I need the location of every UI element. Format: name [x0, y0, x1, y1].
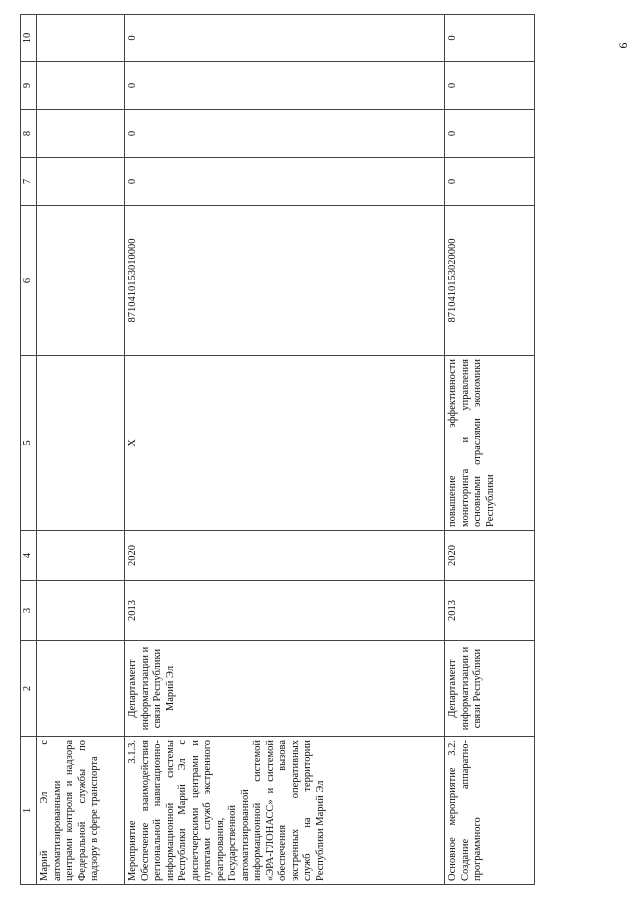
value-col-10: 0 [125, 15, 445, 62]
measure-name: Основное мероприятие 3.2. Создание аппаратно-программного [445, 737, 535, 885]
col-header: 8 [21, 110, 37, 158]
col-header: 10 [21, 15, 37, 62]
executor: Департамент информатизации и связи Республики Марий Эл [125, 641, 445, 737]
col-header: 7 [21, 158, 37, 206]
executor: Департамент информатизации и связи Республики [445, 641, 535, 737]
col-header: 9 [21, 62, 37, 110]
value-col-9: 0 [445, 62, 535, 110]
rotated-page-content [20, 0, 620, 885]
value-col-8 [37, 110, 125, 158]
table-row [125, 15, 445, 885]
col-header: 3 [21, 581, 37, 641]
expected-result: повышение эффективности мониторинга и управления основными отраслями экономики Республики [445, 356, 535, 531]
value-col-7 [37, 158, 125, 206]
start-year: 2013 [445, 581, 535, 641]
value-col-8: 0 [125, 110, 445, 158]
value-col-7: 0 [445, 158, 535, 206]
col-header: 5 [21, 356, 37, 531]
value-col-7: 0 [125, 158, 445, 206]
value-col-9 [37, 62, 125, 110]
budget-code: 8710410153010000 [125, 206, 445, 356]
col-header: 6 [21, 206, 37, 356]
col-header: 4 [21, 531, 37, 581]
start-year: 2013 [125, 581, 445, 641]
budget-code: 8710410153020000 [445, 206, 535, 356]
value-col-10 [37, 15, 125, 62]
value-col-9: 0 [125, 62, 445, 110]
measure-name: Марий Эл с автоматизированными центрами контроля и надзора Федеральной службы по надзору в сфере транспорта [37, 737, 125, 885]
expected-result: X [125, 356, 445, 531]
value-col-10: 0 [445, 15, 535, 62]
budget-code [37, 206, 125, 356]
value-col-8: 0 [445, 110, 535, 158]
start-year [37, 581, 125, 641]
col-header: 1 [21, 737, 37, 885]
header-row [21, 15, 37, 885]
page-number: 9 [616, 42, 631, 49]
end-year: 2020 [125, 531, 445, 581]
col-header: 2 [21, 641, 37, 737]
end-year [37, 531, 125, 581]
table-row [445, 15, 535, 885]
measure-name: Мероприятие 3.1.3. Обеспечение взаимодействия региональной навигационно-информационной системы Республики Марий Эл с диспетчерскими центрами и пунктами служб экстренного реагирования, Государственной автоматизированной информационной системой «ЭРА-ГЛОНАСС» и системой обеспечения вызова экстренных оперативных служб на территории Республики Марий Эл [125, 737, 445, 885]
table-row [37, 15, 125, 885]
expected-result [37, 356, 125, 531]
end-year: 2020 [445, 531, 535, 581]
executor [37, 641, 125, 737]
program-table [20, 14, 535, 885]
